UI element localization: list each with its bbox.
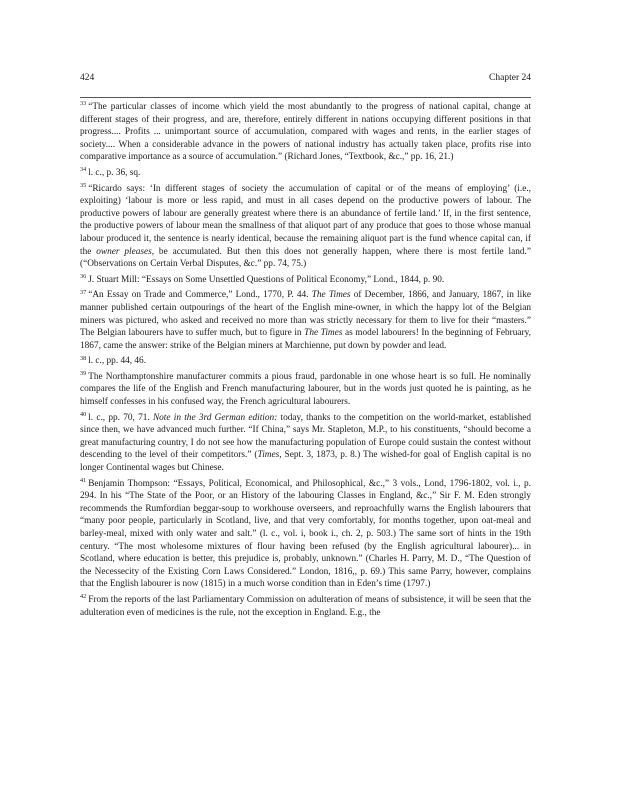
- footnote-41: [80, 478, 531, 591]
- italic-text: The Times: [311, 290, 351, 301]
- footnote-number: 37: [80, 288, 87, 296]
- footnote-40: [80, 412, 531, 475]
- running-head: [80, 73, 531, 83]
- footnote-39: [80, 371, 531, 409]
- page-number: 424: [80, 73, 95, 83]
- chapter-title: Chapter 24: [489, 73, 531, 83]
- footnote-number: 33: [80, 100, 87, 108]
- footnote-text: l. c., pp. 70, 71.: [88, 412, 153, 423]
- footnote-number: 40: [80, 411, 87, 419]
- footnote-text: The Northamptonshire manufacturer commits a pious fraud, pardonable in one whose heart is so full. He nominally compares the life of the English and French manufacturing labourer, but in the words just quoted he is painting, as he himself confesses in his confused way, the French agricultural labourers.: [80, 371, 531, 408]
- footnote-38: [80, 355, 531, 368]
- footnote-36: [80, 274, 531, 287]
- italic-text: The Times: [304, 328, 343, 339]
- footnote-number: 41: [80, 477, 87, 485]
- italic-text: Note in the 3rd German edition:: [152, 412, 278, 423]
- footnote-text: “Ricardo says: ‘In different stages of society the accumulation of capital or of the means of employing’ (i.e., exploiting) ‘labour is more or less rapid, and must in all cases depend on the productive powers of labour. The productive powers of labour are generally greatest where there is an abundance of fertile land.’ If, in the first sentence, the productive powers of labour mean the smallness of that aliquot part of any produce that goes to those whose manual labour produced it, the sentence is nearly identical, because the remaining aliquot part is the fund whence capital can, if the: [80, 183, 531, 257]
- italic-text: owner pleases,: [96, 246, 155, 257]
- footnote-text: of December, 1866, and January, 1867, in like manner published certain outpourings of the heart of the English mine-owner, in which the happy lot of the Belgian miners was pictured, who asked and received no more than was strictly necessary for them to live for their “masters.” The Belgian labourers have to suffer much, but to figure in: [80, 290, 532, 339]
- footnote-number: 34: [80, 166, 87, 174]
- footnote-33: [80, 101, 531, 164]
- footnote-text: as model labourers! In the beginning of February, 1867, came the answer: strike of the Belgian miners at Marchienne, put down by powder and lead.: [80, 328, 532, 351]
- footnote-text: From the reports of the last Parliamentary Commission on adulteration of means of subsistence, it will be seen that the adulteration even of medicines is the rule, not the exception in England. E.g., the: [80, 594, 531, 618]
- footnote-text: J. Stuart Mill: “Essays on Some Unsettled Questions of Political Economy,” Lond., 1844, p. 90.: [88, 274, 445, 285]
- footnote-text: Sept. 3, 1873, p. 8.) The wished-for goal of English capital is no longer Continental wages but Chinese.: [80, 450, 532, 474]
- footnote-35: [80, 183, 531, 271]
- footnote-text: “The particular classes of income which yield the most abundantly to the progress of national capital, change at different stages of their progress, and are, therefore, entirely different in nations occupying different positions in that progress.... Profits ... unimportant source of accumulation, compared with wages and rents, in the earlier stages of society.... When a considerable advance in the powers of national industry has actually taken place, profits rise into comparative importance as a source of accumulation.” (Richard Jones, “Textbook, &c.,” pp. 16, 21.): [80, 102, 531, 163]
- footnote-number: 42: [80, 593, 87, 601]
- footnote-text: “An Essay on Trade and Commerce,” Lond., 1770, P. 44.: [88, 290, 312, 301]
- footnote-number: 35: [80, 181, 87, 189]
- footnote-text: l. c., pp. 44, 46.: [88, 356, 147, 367]
- footnote-42: [80, 594, 531, 619]
- footnote-text: l. c., p. 36, sq.: [88, 167, 141, 178]
- footnote-34: [80, 167, 531, 180]
- footnotes: [80, 101, 531, 622]
- header-rule: [80, 97, 531, 98]
- italic-text: Times,: [257, 450, 282, 461]
- footnote-number: 38: [80, 354, 87, 362]
- footnote-number: 36: [80, 273, 87, 281]
- footnote-text: Benjamin Thompson: “Essays, Political, Economical, and Philosophical, &c.,” 3 vols., Lond, 1796-1802, vol. i., p. 294. In his “The State of the Poor, or an History of the labouring Classes in England, &c.,” Sir F. M. Eden strongly recommends the Rumfordian beggar-soup to workhouse overseers, and reproachfully warns the English labourers that “many poor people, particularly in Scotland, live, and that very comfortably, for months together, upon oat-meal and barley-meal, mixed with only water and salt.” (l. c., vol. i, book i., ch. 2, p. 503.) The same sort of hints in the 19th century. “The most wholesome mixtures of flour having been refused (by the English agricultural labourer)... in Scotland, where education is better, this prejudice is, probably, unknown.” (Charles H. Parry, M. D., “The Question of the Necessecity of the Existing Corn Laws Considered.” London, 1816,, p. 69.) This same Parry, however, complains that the English labourer is now (1815) in a much worse condition than in Eden’s time (1797.): [80, 478, 531, 590]
- footnote-text: be accumulated. But then this does not generally happen, where there is most fertile land.” (“Observations on Certain Verbal Disputes, &c.” pp. 74, 75.): [80, 246, 531, 270]
- footnote-text: today, thanks to the competition on the world-market, established since then, we have advanced much further. “If China,” says Mr. Stapleton, M.P., to his constituents, “should become a great manufacturing country, I do not see how the manufacturing population of Europe could sustain the contest without descending to the level of their competitors.” (: [80, 412, 531, 461]
- footnote-37: [80, 289, 531, 352]
- footnote-number: 39: [80, 370, 87, 378]
